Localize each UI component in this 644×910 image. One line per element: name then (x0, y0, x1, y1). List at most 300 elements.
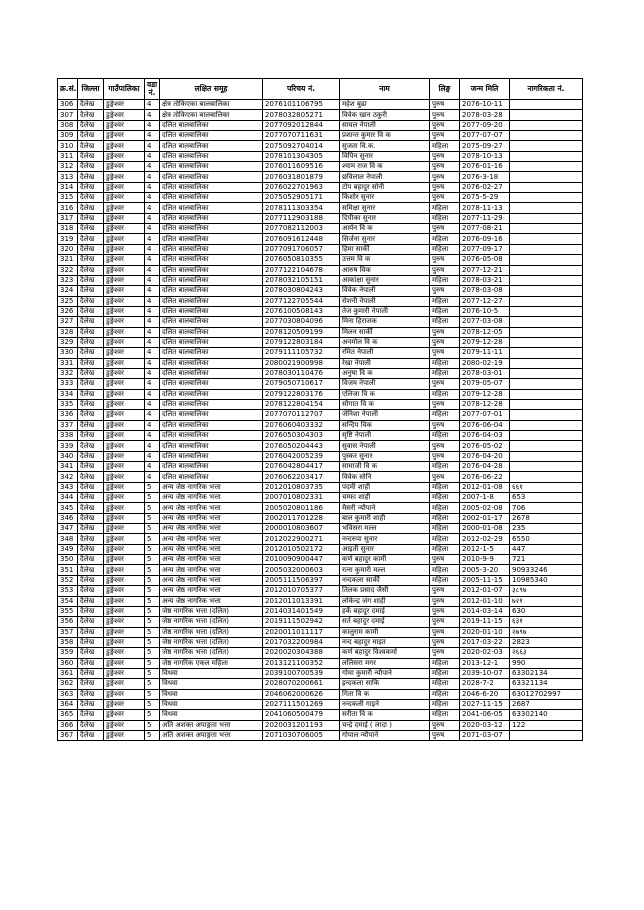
cell-district: दैलेख (78, 358, 104, 368)
cell-id-number: 2012010705377 (263, 586, 340, 596)
cell-id-number: 2077070112707 (263, 410, 340, 420)
cell-name: इन्दकला साकि (340, 679, 430, 689)
cell-id-number: 2007010802331 (263, 493, 340, 503)
cell-municipality: डुङ्गेश्वर (104, 513, 145, 523)
cell-citizenship-number (510, 337, 583, 347)
table-row (58, 565, 583, 575)
cell-municipality: डुङ्गेश्वर (104, 420, 145, 430)
cell-municipality: डुङ्गेश्वर (104, 699, 145, 709)
cell-serial: 332 (58, 368, 78, 378)
cell-citizenship-number (510, 472, 583, 482)
cell-target-group: अन्य जेष्ठ नागरिक भत्ता (160, 513, 263, 523)
cell-serial: 342 (58, 472, 78, 482)
cell-district: दैलेख (78, 162, 104, 172)
cell-municipality: डुङ्गेश्वर (104, 658, 145, 668)
cell-id-number: 2076042804417 (263, 462, 340, 472)
cell-target-group: दलित बालबालिका (160, 296, 263, 306)
cell-ward: 4 (145, 296, 160, 306)
cell-birth-date: 2071-03-07 (460, 730, 510, 740)
cell-target-group: दलित बालबालिका (160, 131, 263, 141)
cell-gender: महिला (430, 668, 460, 678)
cell-gender: पुरुष (430, 586, 460, 596)
cell-id-number: 2076011609516 (263, 162, 340, 172)
table-body (58, 100, 583, 741)
cell-id-number: 2039100700539 (263, 668, 340, 678)
cell-serial: 360 (58, 658, 78, 668)
cell-name: दिपीका सुनार (340, 213, 430, 223)
cell-municipality: डुङ्गेश्वर (104, 244, 145, 254)
cell-gender: पुरुष (430, 337, 460, 347)
cell-name: चम्फा शाही (340, 493, 430, 503)
cell-serial: 366 (58, 720, 78, 730)
cell-birth-date: 2012-01-07 (460, 586, 510, 596)
cell-serial: 348 (58, 534, 78, 544)
cell-serial: 311 (58, 151, 78, 161)
cell-municipality: डुङ्गेश्वर (104, 451, 145, 461)
cell-birth-date: 2076-02-27 (460, 182, 510, 192)
cell-gender: महिला (430, 575, 460, 585)
cell-citizenship-number (510, 182, 583, 192)
cell-id-number: 2078030110476 (263, 368, 340, 378)
table-row (58, 296, 583, 306)
cell-gender: पुरुष (430, 120, 460, 130)
cell-target-group: दलित बालबालिका (160, 368, 263, 378)
table-row (58, 224, 583, 234)
cell-municipality: डुङ्गेश्वर (104, 162, 145, 172)
cell-serial: 325 (58, 296, 78, 306)
cell-birth-date: 2019-11-15 (460, 617, 510, 627)
cell-gender: महिला (430, 544, 460, 554)
cell-name: प्रशान्त कुमार वि क (340, 131, 430, 141)
cell-name: मिलन सार्की (340, 327, 430, 337)
cell-id-number: 2002011701228 (263, 513, 340, 523)
cell-citizenship-number (510, 327, 583, 337)
cell-target-group: विधवा (160, 699, 263, 709)
cell-citizenship-number: 2687 (510, 699, 583, 709)
cell-serial: 345 (58, 503, 78, 513)
cell-gender: महिला (430, 679, 460, 689)
cell-district: दैलेख (78, 596, 104, 606)
cell-district: दैलेख (78, 193, 104, 203)
cell-district: दैलेख (78, 606, 104, 616)
cell-target-group: विधवा (160, 710, 263, 720)
table-header-row (58, 79, 583, 100)
cell-target-group: जेष्ठ नागरिक भत्ता (दलित) (160, 637, 263, 647)
cell-citizenship-number (510, 379, 583, 389)
table-row (58, 627, 583, 637)
cell-serial: 353 (58, 586, 78, 596)
beneficiary-table (57, 78, 583, 741)
cell-municipality: डुङ्गेश्वर (104, 399, 145, 409)
cell-citizenship-number: 235 (510, 524, 583, 534)
cell-citizenship-number (510, 110, 583, 120)
cell-birth-date: 2078-03-08 (460, 286, 510, 296)
cell-name: नन्दकला सार्की (340, 575, 430, 585)
cell-serial: 327 (58, 317, 78, 327)
cell-municipality: डुङ्गेश्वर (104, 224, 145, 234)
cell-municipality: डुङ्गेश्वर (104, 534, 145, 544)
cell-ward: 4 (145, 265, 160, 275)
cell-municipality: डुङ्गेश्वर (104, 120, 145, 130)
table-row (58, 637, 583, 647)
cell-gender: महिला (430, 699, 460, 709)
cell-name: रत्ना कुमारी मल्ल (340, 565, 430, 575)
cell-district: दैलेख (78, 317, 104, 327)
cell-serial: 320 (58, 244, 78, 254)
header-cell: लिङ्ग (430, 79, 460, 100)
cell-municipality: डुङ्गेश्वर (104, 275, 145, 285)
cell-birth-date: 2079-05-07 (460, 379, 510, 389)
cell-name: एलिजा वि क (340, 389, 430, 399)
cell-name: पुस्कर सुनार (340, 451, 430, 461)
cell-citizenship-number: ६३१ (510, 617, 583, 627)
cell-birth-date: 2075-5-29 (460, 193, 510, 203)
table-row (58, 213, 583, 223)
cell-target-group: विधवा (160, 679, 263, 689)
cell-district: दैलेख (78, 120, 104, 130)
cell-municipality: डुङ्गेश्वर (104, 472, 145, 482)
cell-birth-date: 2075-09-27 (460, 141, 510, 151)
cell-birth-date: 2076-06-04 (460, 420, 510, 430)
cell-citizenship-number: 2823 (510, 637, 583, 647)
table-row (58, 493, 583, 503)
table-row (58, 679, 583, 689)
cell-name: जेनिशा नेपाली (340, 410, 430, 420)
cell-district: दैलेख (78, 575, 104, 585)
cell-serial: 357 (58, 627, 78, 637)
cell-citizenship-number (510, 275, 583, 285)
table-row (58, 244, 583, 254)
cell-municipality: डुङ्गेश्वर (104, 544, 145, 554)
cell-serial: 306 (58, 100, 78, 110)
cell-serial: 319 (58, 234, 78, 244)
header-cell: गाउँपालिका (104, 79, 145, 100)
cell-ward: 5 (145, 596, 160, 606)
cell-serial: 344 (58, 493, 78, 503)
cell-municipality: डुङ्गेश्वर (104, 368, 145, 378)
cell-municipality: डुङ्गेश्वर (104, 182, 145, 192)
cell-district: दैलेख (78, 513, 104, 523)
table-row (58, 720, 583, 730)
cell-name: कर्ण बहादुर विश्वकर्मा (340, 648, 430, 658)
cell-name: छविलाल नेपाली (340, 172, 430, 182)
table-row (58, 586, 583, 596)
cell-birth-date: 2077-07-01 (460, 410, 510, 420)
cell-serial: 331 (58, 358, 78, 368)
cell-municipality: डुङ्गेश्वर (104, 462, 145, 472)
cell-district: दैलेख (78, 544, 104, 554)
cell-district: दैलेख (78, 141, 104, 151)
cell-ward: 4 (145, 420, 160, 430)
cell-id-number: 2005020801186 (263, 503, 340, 513)
cell-citizenship-number (510, 420, 583, 430)
cell-ward: 4 (145, 141, 160, 151)
cell-target-group: दलित बालबालिका (160, 286, 263, 296)
cell-birth-date: 2076-04-03 (460, 431, 510, 441)
cell-gender: पुरुष (430, 193, 460, 203)
cell-ward: 4 (145, 317, 160, 327)
cell-name: रेखा नेपाली (340, 358, 430, 368)
cell-district: दैलेख (78, 730, 104, 740)
cell-birth-date: 2077-07-07 (460, 131, 510, 141)
cell-citizenship-number: 10985340 (510, 575, 583, 585)
cell-citizenship-number (510, 203, 583, 213)
table-row (58, 524, 583, 534)
cell-id-number: 2075052905171 (263, 193, 340, 203)
cell-citizenship-number (510, 348, 583, 358)
table-row (58, 503, 583, 513)
cell-birth-date: 2012-01-08 (460, 482, 510, 492)
cell-serial: 314 (58, 182, 78, 192)
cell-district: दैलेख (78, 244, 104, 254)
cell-municipality: डुङ्गेश्वर (104, 586, 145, 596)
cell-target-group: दलित बालबालिका (160, 441, 263, 451)
cell-target-group: दलित बालबालिका (160, 337, 263, 347)
cell-serial: 347 (58, 524, 78, 534)
cell-target-group: दलित बालबालिका (160, 327, 263, 337)
cell-ward: 4 (145, 358, 160, 368)
cell-gender: पुरुष (430, 617, 460, 627)
cell-name: सन्दिप विक (340, 420, 430, 430)
cell-id-number: 2078101304305 (263, 151, 340, 161)
cell-target-group: क्षेत्र तोकिएका बालबालिका (160, 100, 263, 110)
cell-municipality: डुङ्गेश्वर (104, 710, 145, 720)
cell-id-number: 2078122804154 (263, 399, 340, 409)
cell-target-group: विधवा (160, 689, 263, 699)
cell-citizenship-number: 90933246 (510, 565, 583, 575)
cell-district: दैलेख (78, 637, 104, 647)
cell-birth-date: 2079-12-28 (460, 389, 510, 399)
cell-birth-date: 2079-11-11 (460, 348, 510, 358)
cell-name: बाल कुमारी शाही (340, 513, 430, 523)
cell-district: दैलेख (78, 668, 104, 678)
cell-citizenship-number (510, 451, 583, 461)
cell-name: मिना हिराजक (340, 317, 430, 327)
cell-name: आर्यन वि क (340, 224, 430, 234)
cell-id-number: 2079050710617 (263, 379, 340, 389)
cell-citizenship-number: 63012702997 (510, 689, 583, 699)
cell-serial: 317 (58, 213, 78, 223)
cell-municipality: डुङ्गेश्वर (104, 151, 145, 161)
cell-serial: 328 (58, 327, 78, 337)
cell-ward: 5 (145, 730, 160, 740)
table-row (58, 151, 583, 161)
cell-gender: पुरुष (430, 451, 460, 461)
table-row (58, 327, 583, 337)
cell-birth-date: 2005-3-20 (460, 565, 510, 575)
cell-target-group: जेष्ठ नागरिक भत्ता (दलित) (160, 627, 263, 637)
table-row (58, 399, 583, 409)
cell-district: दैलेख (78, 451, 104, 461)
table-row (58, 668, 583, 678)
cell-serial: 355 (58, 606, 78, 616)
table-row (58, 513, 583, 523)
cell-district: दैलेख (78, 679, 104, 689)
cell-citizenship-number: 706 (510, 503, 583, 513)
cell-name: समिक्षा सुनार (340, 203, 430, 213)
cell-id-number: 2028070200661 (263, 679, 340, 689)
cell-target-group: दलित बालबालिका (160, 358, 263, 368)
cell-ward: 5 (145, 493, 160, 503)
cell-citizenship-number: 447 (510, 544, 583, 554)
table-row (58, 606, 583, 616)
cell-target-group: दलित बालबालिका (160, 306, 263, 316)
cell-id-number: 2005032000603 (263, 565, 340, 575)
cell-gender: महिला (430, 482, 460, 492)
cell-birth-date: 2076-10-11 (460, 100, 510, 110)
cell-name: गोमा कुमारी न्यौपाने (340, 668, 430, 678)
cell-name: सुवास नेपाली (340, 441, 430, 451)
cell-name: अनुषा वि क (340, 368, 430, 378)
cell-gender: पुरुष (430, 348, 460, 358)
table-row (58, 100, 583, 110)
cell-target-group: दलित बालबालिका (160, 431, 263, 441)
cell-id-number: 2077091706057 (263, 244, 340, 254)
cell-district: दैलेख (78, 172, 104, 182)
cell-gender: पुरुष (430, 172, 460, 182)
cell-municipality: डुङ्गेश्वर (104, 193, 145, 203)
cell-municipality: डुङ्गेश्वर (104, 627, 145, 637)
table-row (58, 617, 583, 627)
cell-ward: 4 (145, 462, 160, 472)
cell-district: दैलेख (78, 213, 104, 223)
cell-serial: 334 (58, 389, 78, 399)
cell-birth-date: 2078-11-13 (460, 203, 510, 213)
cell-gender: महिला (430, 389, 460, 399)
cell-target-group: अन्य जेष्ठ नागरिक भत्ता (160, 586, 263, 596)
table-row (58, 410, 583, 420)
cell-target-group: अन्य जेष्ठ नागरिक भत्ता (160, 503, 263, 513)
cell-citizenship-number (510, 730, 583, 740)
cell-target-group: दलित बालबालिका (160, 348, 263, 358)
cell-municipality: डुङ्गेश्वर (104, 110, 145, 120)
cell-birth-date: 2076-04-28 (460, 462, 510, 472)
table-row (58, 555, 583, 565)
cell-gender: महिला (430, 141, 460, 151)
cell-ward: 4 (145, 151, 160, 161)
cell-id-number: 2020011011117 (263, 627, 340, 637)
cell-district: दैलेख (78, 565, 104, 575)
table-row (58, 699, 583, 709)
cell-citizenship-number: ३८९७ (510, 586, 583, 596)
table-row (58, 648, 583, 658)
cell-gender: महिला (430, 658, 460, 668)
table-row (58, 658, 583, 668)
cell-id-number: 2013121100352 (263, 658, 340, 668)
cell-gender: पुरुष (430, 224, 460, 234)
cell-gender: महिला (430, 213, 460, 223)
cell-ward: 4 (145, 275, 160, 285)
cell-birth-date: 2020-03-12 (460, 720, 510, 730)
cell-citizenship-number: 630 (510, 606, 583, 616)
cell-gender: पुरुष (430, 110, 460, 120)
cell-citizenship-number (510, 441, 583, 451)
table-row (58, 120, 583, 130)
cell-birth-date: 2020-02-03 (460, 648, 510, 658)
cell-gender: महिला (430, 493, 460, 503)
cell-serial: 335 (58, 399, 78, 409)
cell-citizenship-number: 63302134 (510, 668, 583, 678)
cell-id-number: 2078030804243 (263, 286, 340, 296)
cell-gender: पुरुष (430, 399, 460, 409)
cell-serial: 343 (58, 482, 78, 492)
cell-birth-date: 2076-10-5 (460, 306, 510, 316)
cell-ward: 4 (145, 100, 160, 110)
cell-name: लोकेन्द्र जंग शाही (340, 596, 430, 606)
cell-birth-date: 2076-05-02 (460, 441, 510, 451)
table-row (58, 255, 583, 265)
cell-ward: 4 (145, 182, 160, 192)
cell-target-group: दलित बालबालिका (160, 172, 263, 182)
cell-gender: महिला (430, 234, 460, 244)
cell-name: ललिसरा मगर (340, 658, 430, 668)
table-row (58, 182, 583, 192)
cell-citizenship-number: 990 (510, 658, 583, 668)
cell-municipality: डुङ्गेश्वर (104, 648, 145, 658)
cell-gender: महिला (430, 296, 460, 306)
cell-district: दैलेख (78, 275, 104, 285)
cell-gender: महिला (430, 358, 460, 368)
cell-serial: 359 (58, 648, 78, 658)
cell-district: दैलेख (78, 431, 104, 441)
cell-name: श्याम राज वि क (340, 162, 430, 172)
cell-citizenship-number: 2678 (510, 513, 583, 523)
cell-target-group: दलित बालबालिका (160, 275, 263, 285)
cell-district: दैलेख (78, 368, 104, 378)
cell-serial: 323 (58, 275, 78, 285)
cell-name: कालुराम कामी (340, 627, 430, 637)
cell-name: सुजता वि.क. (340, 141, 430, 151)
cell-ward: 5 (145, 617, 160, 627)
table-row (58, 441, 583, 451)
cell-ward: 4 (145, 441, 160, 451)
cell-id-number: 2079122803184 (263, 337, 340, 347)
cell-id-number: 2078120509199 (263, 327, 340, 337)
cell-ward: 4 (145, 348, 160, 358)
cell-birth-date: 2028-7-2 (460, 679, 510, 689)
cell-ward: 4 (145, 120, 160, 130)
cell-district: दैलेख (78, 255, 104, 265)
cell-ward: 5 (145, 534, 160, 544)
table-row (58, 710, 583, 720)
cell-serial: 358 (58, 637, 78, 647)
cell-gender: पुरुष (430, 730, 460, 740)
cell-name: विपिन सुनार (340, 151, 430, 161)
cell-target-group: दलित बालबालिका (160, 141, 263, 151)
cell-id-number: 2020031201193 (263, 720, 340, 730)
cell-serial: 333 (58, 379, 78, 389)
cell-birth-date: 2041-06-05 (460, 710, 510, 720)
header-cell: नाम (340, 79, 430, 100)
cell-serial: 326 (58, 306, 78, 316)
cell-target-group: दलित बालबालिका (160, 462, 263, 472)
cell-citizenship-number (510, 306, 583, 316)
cell-ward: 5 (145, 482, 160, 492)
cell-gender: महिला (430, 565, 460, 575)
cell-municipality: डुङ्गेश्वर (104, 379, 145, 389)
cell-district: दैलेख (78, 337, 104, 347)
cell-target-group: अति अशक्त अपाङ्गता भत्ता (160, 720, 263, 730)
cell-district: दैलेख (78, 493, 104, 503)
cell-gender: पुरुष (430, 182, 460, 192)
cell-district: दैलेख (78, 472, 104, 482)
cell-name: सामाजी वि क (340, 462, 430, 472)
cell-serial: 330 (58, 348, 78, 358)
table-row (58, 368, 583, 378)
cell-serial: 329 (58, 337, 78, 347)
cell-municipality: डुङ्गेश्वर (104, 172, 145, 182)
cell-serial: 356 (58, 617, 78, 627)
